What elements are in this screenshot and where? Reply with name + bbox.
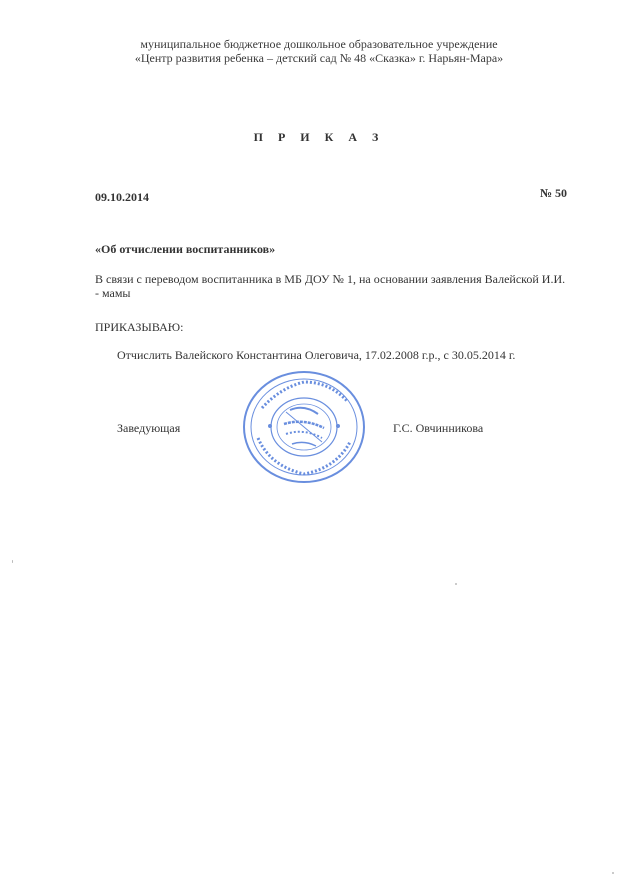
scan-speck [612,872,614,874]
scan-speck [455,583,457,585]
order-decree-word: ПРИКАЗЫВАЮ: [95,320,184,334]
official-seal-icon [240,368,368,486]
signatory-role: Заведующая [117,421,181,435]
order-subject: «Об отчислении воспитанников» [95,242,276,256]
expulsion-statement: Отчислить Валейского Константина Олеговича, 17.02.2008 г.р., с 30.05.2014 г. [117,348,516,362]
order-title: П Р И К А З [253,130,385,144]
scan-speck [12,560,13,563]
order-body-line-2: - мамы [95,286,131,300]
institution-header-line-1: муниципальное бюджетное дошкольное образовательное учреждение [140,37,498,51]
order-number: № 50 [540,186,568,200]
order-body [95,272,605,300]
order-date: 09.10.2014 [95,190,149,204]
order-body-line-1: В связи с переводом воспитанника в МБ ДОУ № 1, на основании заявления Валейской И.И. [95,272,566,286]
institution-header-line-2: «Центр развития ребенка – детский сад № 48 «Сказка» г. Нарьян-Мара» [134,51,504,65]
signatory-name: Г.С. Овчинникова [393,421,484,435]
